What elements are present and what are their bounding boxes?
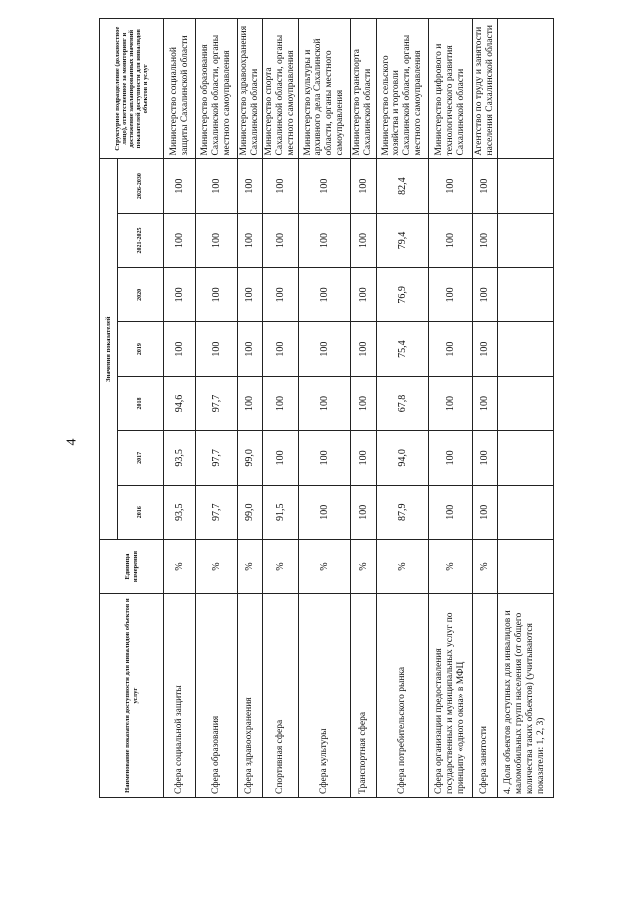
- row-value: 100: [164, 268, 196, 322]
- row-value: 100: [350, 322, 376, 376]
- row-unit: %: [298, 539, 350, 593]
- row-responsible: Министерство социальной защиты Сахалинской области: [164, 19, 196, 159]
- table-container: [99, 18, 547, 798]
- row-value: 82,4: [376, 159, 428, 213]
- row-value: 100: [298, 213, 350, 267]
- row-value: 100: [428, 322, 472, 376]
- row-name: 4. Доля объектов доступных для инвалидов и маломобильных групп населения (от общего количества таких объектов) (учитываются показатели: 1, 2, 3): [497, 594, 553, 798]
- header-year: 2020: [118, 268, 164, 322]
- row-value: [497, 159, 553, 213]
- page-number: 4: [64, 438, 80, 446]
- row-value: 100: [428, 213, 472, 267]
- row-name: Сфера организации предоставления государственных и муниципальных услуг по принципу «одного окна» в МФЦ: [428, 594, 472, 798]
- header-row: [100, 19, 118, 798]
- row-value: 100: [238, 159, 263, 213]
- row-value: 100: [298, 159, 350, 213]
- row-value: 100: [262, 376, 298, 430]
- header-responsible: Структурное подразделение (должностное лицо), ответственное за мониторинг и достижение запланированных значений показателей доступности для инвалидов объектов и услуг: [100, 19, 164, 159]
- table-row: [238, 19, 263, 798]
- row-unit: [497, 539, 553, 593]
- accessibility-indicators-table: [99, 18, 554, 798]
- header-year: 2019: [118, 322, 164, 376]
- row-value: 97,7: [196, 376, 238, 430]
- row-value: 99,0: [238, 485, 263, 539]
- row-name: Сфера культуры: [298, 594, 350, 798]
- row-unit: %: [196, 539, 238, 593]
- row-value: 100: [298, 485, 350, 539]
- table-row: [376, 19, 428, 798]
- table-row: [298, 19, 350, 798]
- row-value: 100: [350, 431, 376, 485]
- row-name: Спортивная сфера: [262, 594, 298, 798]
- row-value: 100: [164, 159, 196, 213]
- row-name: Транспортная сфера: [350, 594, 376, 798]
- row-unit: %: [262, 539, 298, 593]
- row-value: 100: [472, 376, 497, 430]
- row-unit: %: [428, 539, 472, 593]
- row-value: 100: [472, 322, 497, 376]
- row-responsible: Министерство культуры и архивного дела Сахалинской области, органы местного самоуправления: [298, 19, 350, 159]
- table-row: [350, 19, 376, 798]
- row-responsible: [497, 19, 553, 159]
- row-value: 100: [472, 213, 497, 267]
- row-responsible: Агентство по труду и занятости населения Сахалинской области: [472, 19, 497, 159]
- row-responsible: Министерство образования Сахалинской области, органы местного самоуправления: [196, 19, 238, 159]
- row-value: 94,6: [164, 376, 196, 430]
- row-unit: %: [350, 539, 376, 593]
- header-name: Наименование показателя доступности для инвалидов объектов и услуг: [100, 594, 164, 798]
- row-value: 100: [164, 322, 196, 376]
- row-value: 100: [238, 376, 263, 430]
- row-value: 94,0: [376, 431, 428, 485]
- row-value: 100: [428, 485, 472, 539]
- header-year: 2017: [118, 431, 164, 485]
- row-value: 100: [428, 159, 472, 213]
- row-value: 100: [262, 322, 298, 376]
- header-unit: Единица измерения: [100, 539, 164, 593]
- row-responsible: Министерство транспорта Сахалинской области: [350, 19, 376, 159]
- row-value: 100: [472, 159, 497, 213]
- table-row: [196, 19, 238, 798]
- row-value: 100: [472, 485, 497, 539]
- row-name: Сфера здравоохранения: [238, 594, 263, 798]
- header-year: 2021-2025: [118, 213, 164, 267]
- row-name: Сфера образования: [196, 594, 238, 798]
- row-unit: %: [472, 539, 497, 593]
- table-row: [262, 19, 298, 798]
- row-value: 100: [350, 376, 376, 430]
- row-value: [497, 322, 553, 376]
- row-unit: %: [376, 539, 428, 593]
- row-value: 97,7: [196, 485, 238, 539]
- row-unit: %: [238, 539, 263, 593]
- rotated-table: [99, 18, 547, 798]
- row-value: 100: [262, 213, 298, 267]
- row-responsible: Министерство цифрового и технологического развития Сахалинской области: [428, 19, 472, 159]
- row-value: 100: [350, 159, 376, 213]
- row-value: 100: [262, 431, 298, 485]
- header-values-group: Значения показателей: [100, 159, 118, 539]
- row-name: Сфера потребительского рынка: [376, 594, 428, 798]
- row-value: 100: [196, 322, 238, 376]
- row-responsible: Министерство спорта Сахалинской области, органы местного самоуправления: [262, 19, 298, 159]
- row-value: 100: [238, 213, 263, 267]
- header-year: 2026-2030: [118, 159, 164, 213]
- row-value: 100: [238, 322, 263, 376]
- row-value: 100: [428, 268, 472, 322]
- row-value: 91,5: [262, 485, 298, 539]
- row-value: 79,4: [376, 213, 428, 267]
- header-year: 2016: [118, 485, 164, 539]
- table-row: [428, 19, 472, 798]
- row-value: 93,5: [164, 485, 196, 539]
- row-value: 100: [298, 268, 350, 322]
- row-value: [497, 485, 553, 539]
- row-value: [497, 213, 553, 267]
- row-value: 100: [262, 268, 298, 322]
- row-value: 100: [350, 213, 376, 267]
- row-value: 100: [196, 268, 238, 322]
- row-value: 67,8: [376, 376, 428, 430]
- row-value: 100: [472, 431, 497, 485]
- row-name: Сфера социальной защиты: [164, 594, 196, 798]
- row-value: 100: [298, 376, 350, 430]
- row-value: [497, 376, 553, 430]
- row-value: 100: [298, 322, 350, 376]
- row-value: 93,5: [164, 431, 196, 485]
- table-row: [164, 19, 196, 798]
- row-name: Сфера занятости: [472, 594, 497, 798]
- row-value: 75,4: [376, 322, 428, 376]
- row-value: 100: [164, 213, 196, 267]
- row-value: 100: [350, 268, 376, 322]
- row-value: 100: [262, 159, 298, 213]
- row-responsible: Министерство сельского хозяйства и торговли Сахалинской области, органы местного самоуправления: [376, 19, 428, 159]
- row-responsible: Министерство здравоохранения Сахалинской области: [238, 19, 263, 159]
- row-value: 100: [472, 268, 497, 322]
- table-row: [497, 19, 553, 798]
- row-value: 76,9: [376, 268, 428, 322]
- table-row: [472, 19, 497, 798]
- row-value: 87,9: [376, 485, 428, 539]
- row-value: 100: [428, 431, 472, 485]
- row-value: 99,0: [238, 431, 263, 485]
- row-value: 100: [196, 213, 238, 267]
- row-value: 100: [298, 431, 350, 485]
- table-body: [164, 19, 554, 798]
- row-value: 100: [350, 485, 376, 539]
- row-value: 100: [428, 376, 472, 430]
- row-value: 97,7: [196, 431, 238, 485]
- row-value: [497, 268, 553, 322]
- row-value: [497, 431, 553, 485]
- header-year: 2018: [118, 376, 164, 430]
- row-value: 100: [238, 268, 263, 322]
- row-unit: %: [164, 539, 196, 593]
- row-value: 100: [196, 159, 238, 213]
